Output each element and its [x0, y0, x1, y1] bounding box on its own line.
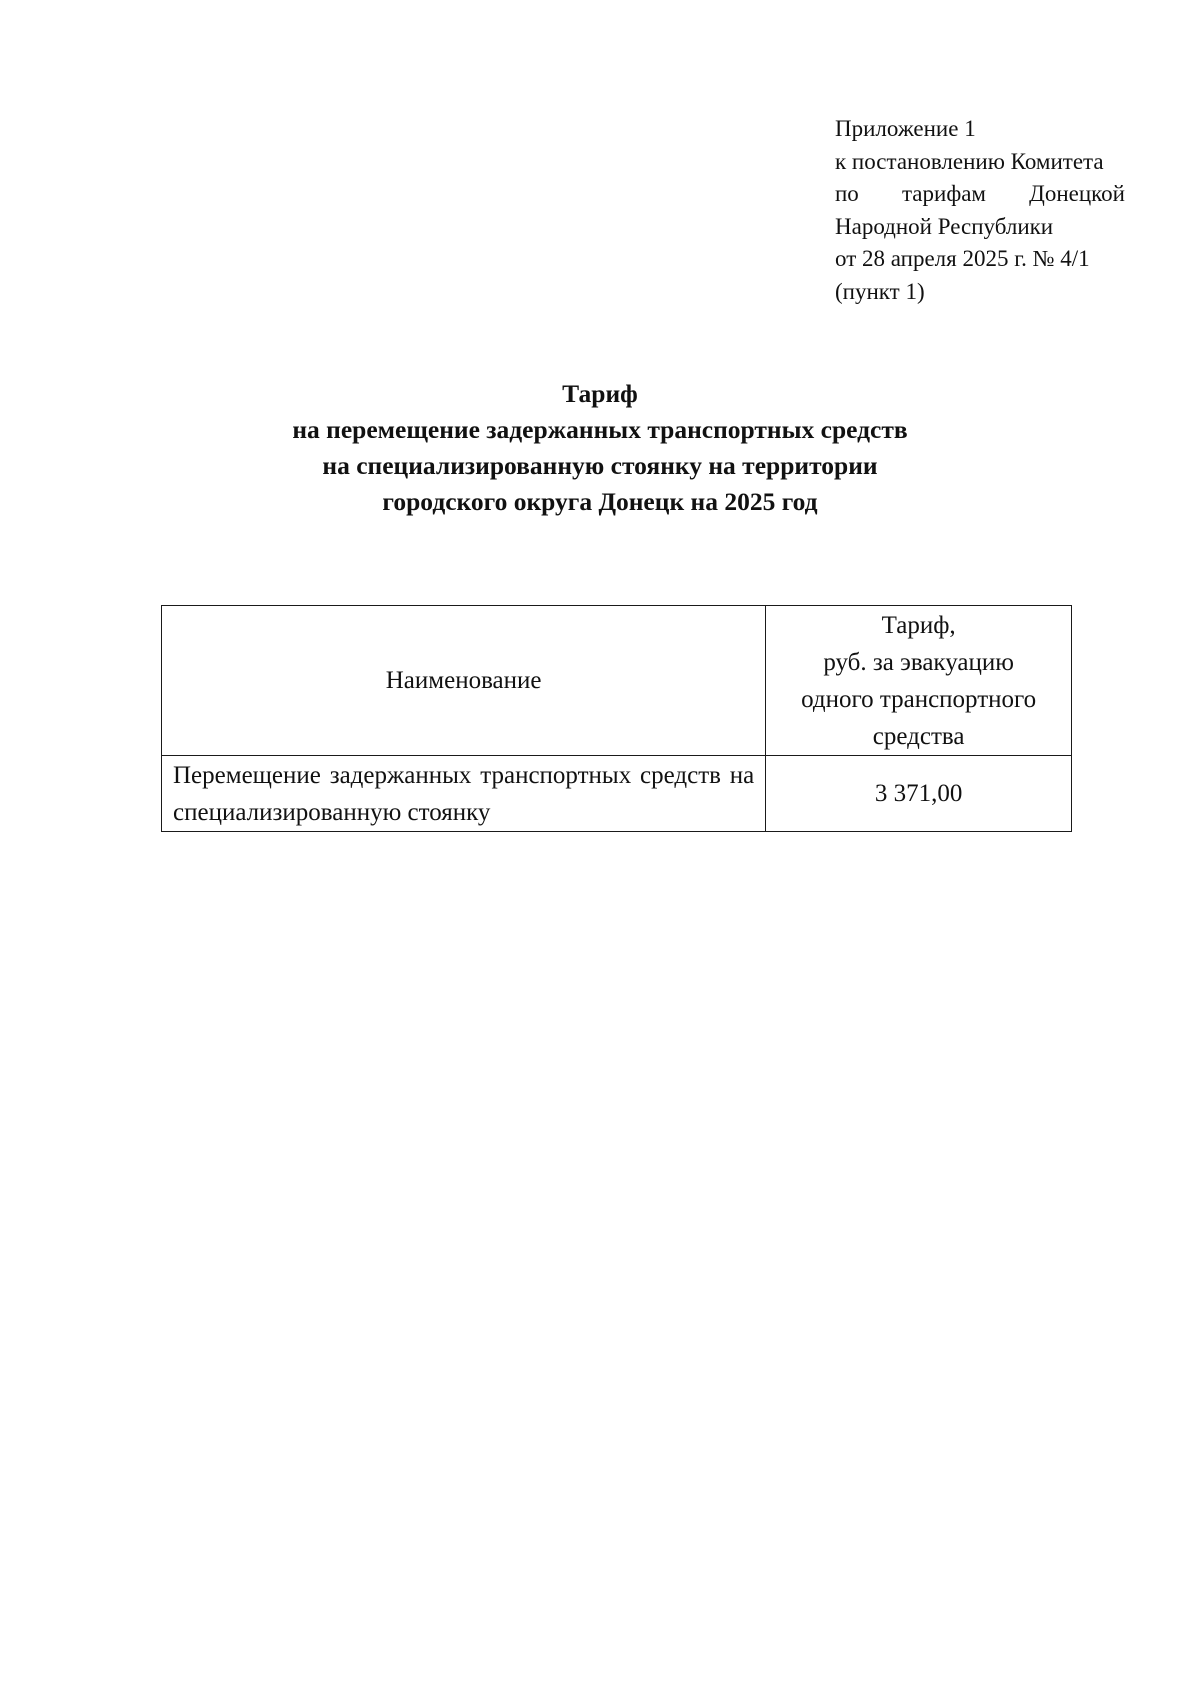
title-line: на специализированную стоянку на территории	[322, 451, 878, 480]
appendix-word: тарифам	[901, 181, 986, 206]
appendix-line: от 28 апреля 2025 г. № 4/1	[835, 246, 1090, 271]
appendix-line	[835, 178, 1125, 211]
document-title	[0, 376, 1200, 520]
row-name-cell: Перемещение задержанных транспортных средств на специализированную стоянку	[162, 756, 766, 832]
header-tariff-line: Тариф,	[881, 611, 956, 639]
row-value-cell: 3 371,00	[766, 756, 1072, 832]
header-tariff	[766, 606, 1072, 756]
appendix-word: Донецкой	[1029, 181, 1125, 206]
header-name: Наименование	[162, 606, 766, 756]
appendix-line: Приложение 1	[835, 116, 976, 141]
appendix-line: к постановлению Комитета	[835, 148, 1104, 174]
appendix-header	[835, 113, 1125, 308]
table-row	[162, 756, 1072, 832]
header-tariff-line: средства	[872, 722, 965, 750]
appendix-word: по	[835, 181, 859, 206]
appendix-line: (пункт 1)	[835, 278, 925, 304]
header-tariff-line: руб. за эвакуацию	[823, 648, 1014, 676]
tariff-table	[161, 605, 1072, 832]
table-header-row	[162, 606, 1072, 756]
appendix-line: Народной Республики	[835, 213, 1054, 239]
title-line: на перемещение задержанных транспортных средств	[292, 415, 908, 444]
header-tariff-line: одного транспортного	[801, 685, 1037, 713]
title-line: городского округа Донецк на 2025 год	[382, 487, 818, 516]
title-line: Тариф	[562, 379, 638, 408]
